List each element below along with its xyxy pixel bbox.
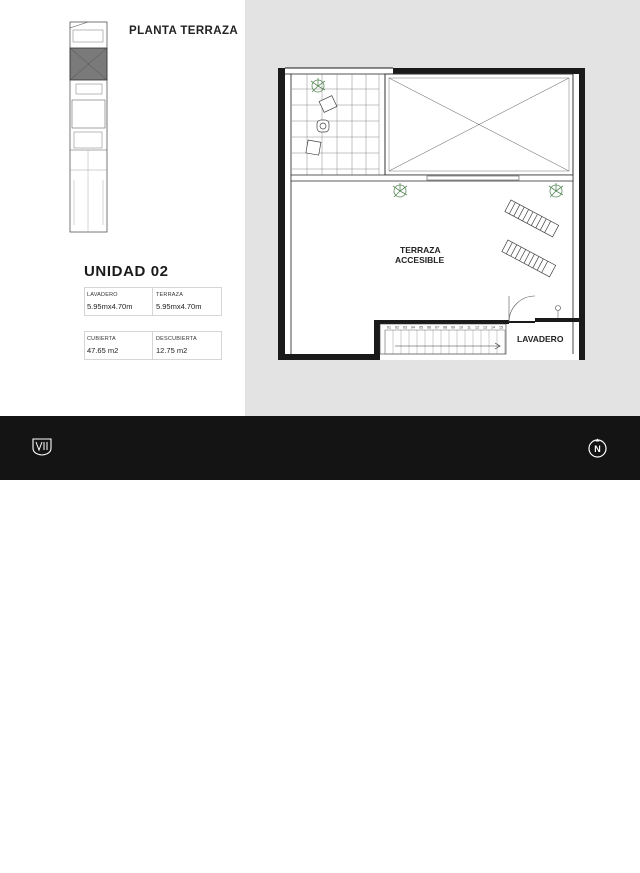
spec-value: 5.95mx4.70m (87, 302, 133, 311)
spec-value: 5.95mx4.70m (156, 302, 202, 311)
west-wall (278, 68, 285, 360)
stair-step-number: 10 (459, 325, 463, 330)
vanzini-logo-icon (32, 854, 52, 872)
stair-step-numbers (387, 326, 503, 330)
stair-step-number: 09 (451, 325, 455, 330)
spec-label: DESCUBIERTA (156, 336, 197, 342)
stair-step-number: 05 (419, 325, 423, 330)
trademark: ® (139, 855, 145, 861)
spec-value: 12.75 m2 (156, 346, 188, 355)
spec-label: LAVADERO (87, 292, 118, 298)
key-plan-thumbnail (66, 20, 111, 235)
brand-text: VANZINI (59, 853, 139, 872)
footer-bar (0, 416, 640, 872)
stair-step-number: 07 (435, 325, 439, 330)
east-wall (579, 68, 585, 360)
stair-step-number: 06 (427, 325, 431, 330)
stair-step-number: 01 (387, 325, 391, 330)
info-panel (0, 0, 245, 416)
floor-plan-panel (245, 0, 640, 416)
spec-cubierta (84, 332, 152, 359)
shield-logo-icon (32, 438, 52, 456)
stair-step-number: 14 (491, 325, 495, 330)
spec-label: TERRAZA (156, 292, 184, 298)
terrace-label-line1: TERRAZA (400, 245, 441, 255)
stair-step-number: 08 (443, 325, 447, 330)
stair-step-number: 11 (467, 325, 471, 330)
unit-title: UNIDAD 02 (84, 263, 169, 280)
address-label: Mendoza 3038 (480, 857, 565, 871)
spec-descubierta (153, 332, 221, 359)
north-wall (393, 68, 585, 74)
north-letter: N (594, 444, 601, 454)
plan-white-area (285, 68, 585, 360)
plan-title: PLANTA TERRAZA (129, 25, 239, 37)
terrace-label-line2: ACCESIBLE (395, 255, 445, 265)
south-wall (285, 354, 380, 360)
stair-step-number: 04 (411, 325, 415, 330)
stair-step-number: 15 (499, 325, 503, 330)
brand-name (59, 853, 144, 873)
stair-step-number: 13 (483, 325, 487, 330)
stair-step-number: 02 (395, 325, 399, 330)
spec-label: CUBIERTA (87, 336, 116, 342)
spec-value: 47.65 m2 (87, 346, 119, 355)
spec-lavadero (84, 288, 152, 315)
floor-plan (245, 0, 640, 416)
stair-step-number: 03 (403, 325, 407, 330)
spec-terraza (153, 288, 221, 315)
stair-step-number: 12 (475, 325, 479, 330)
north-compass-icon (587, 438, 608, 459)
laundry-label: LAVADERO (517, 334, 564, 344)
